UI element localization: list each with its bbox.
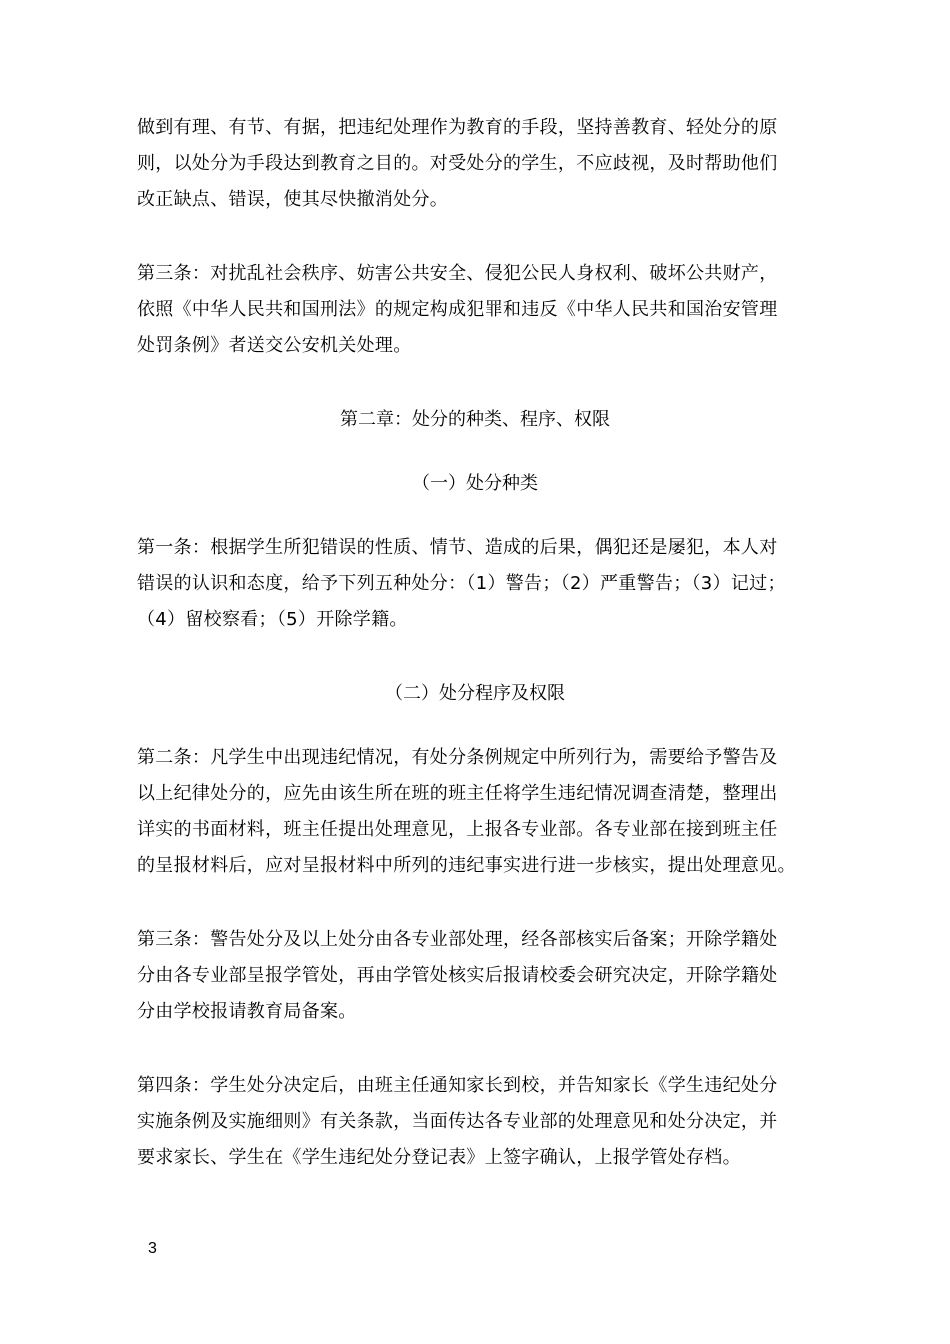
text-line: 则，以处分为手段达到教育之目的。对受处分的学生，不应歧视，及时帮助他们 — [137, 153, 778, 174]
text-line: （4）留校察看；（5）开除学籍。 — [137, 609, 408, 630]
paragraph-article-4-notification — [137, 1068, 837, 1176]
section-heading-procedure: （二）处分程序及权限 — [385, 683, 565, 704]
text-line: 详实的书面材料，班主任提出处理意见，上报各专业部。各专业部在接到班主任 — [137, 819, 778, 840]
paragraph-article-3-criminal — [137, 256, 837, 364]
text-line: 实施条例及实施细则》有关条款，当面传达各专业部的处理意见和处分决定，并 — [137, 1111, 778, 1132]
text-line: 第三条：对扰乱社会秩序、妨害公共安全、侵犯公民人身权利、破坏公共财产， — [137, 263, 778, 284]
text-line: 以上纪律处分的，应先由该生所在班的班主任将学生违纪情况调查清楚，整理出 — [137, 783, 778, 804]
text-line: 第二条：凡学生中出现违纪情况，有处分条例规定中所列行为，需要给予警告及 — [137, 747, 778, 768]
text-line: 要求家长、学生在《学生违纪处分登记表》上签字确认，上报学管处存档。 — [137, 1147, 741, 1168]
paragraph-article-3-authority — [137, 922, 837, 1030]
text-line: 处罚条例》者送交公安机关处理。 — [137, 335, 412, 356]
section-heading-types: （一）处分种类 — [412, 473, 538, 494]
chapter-heading: 第二章：处分的种类、程序、权限 — [340, 409, 610, 430]
text-line: 分由各专业部呈报学管处，再由学管处核实后报请校委会研究决定，开除学籍处 — [137, 965, 778, 986]
text-line: 做到有理、有节、有据，把违纪处理作为教育的手段，坚持善教育、轻处分的原 — [137, 117, 778, 138]
text-line: 改正缺点、错误，使其尽快撤消处分。 — [137, 189, 449, 210]
text-line: 第四条：学生处分决定后，由班主任通知家长到校，并告知家长《学生违纪处分 — [137, 1075, 778, 1096]
paragraph-article-1-types — [137, 530, 837, 638]
text-line: 分由学校报请教育局备案。 — [137, 1001, 357, 1022]
text-line: 的呈报材料后，应对呈报材料中所列的违纪事实进行进一步核实，提出处理意见。 — [137, 855, 796, 876]
paragraph-principle — [137, 110, 837, 218]
paragraph-article-2-procedure — [137, 740, 837, 884]
page-number: 3 — [148, 1240, 157, 1257]
text-line: 错误的认识和态度，给予下列五种处分：（1）警告；（2）严重警告；（3）记过； — [137, 573, 786, 594]
text-line: 第一条：根据学生所犯错误的性质、情节、造成的后果，偶犯还是屡犯，本人对 — [137, 537, 778, 558]
text-line: 依照《中华人民共和国刑法》的规定构成犯罪和违反《中华人民共和国治安管理 — [137, 299, 778, 320]
text-line: 第三条：警告处分及以上处分由各专业部处理，经各部核实后备案；开除学籍处 — [137, 929, 778, 950]
